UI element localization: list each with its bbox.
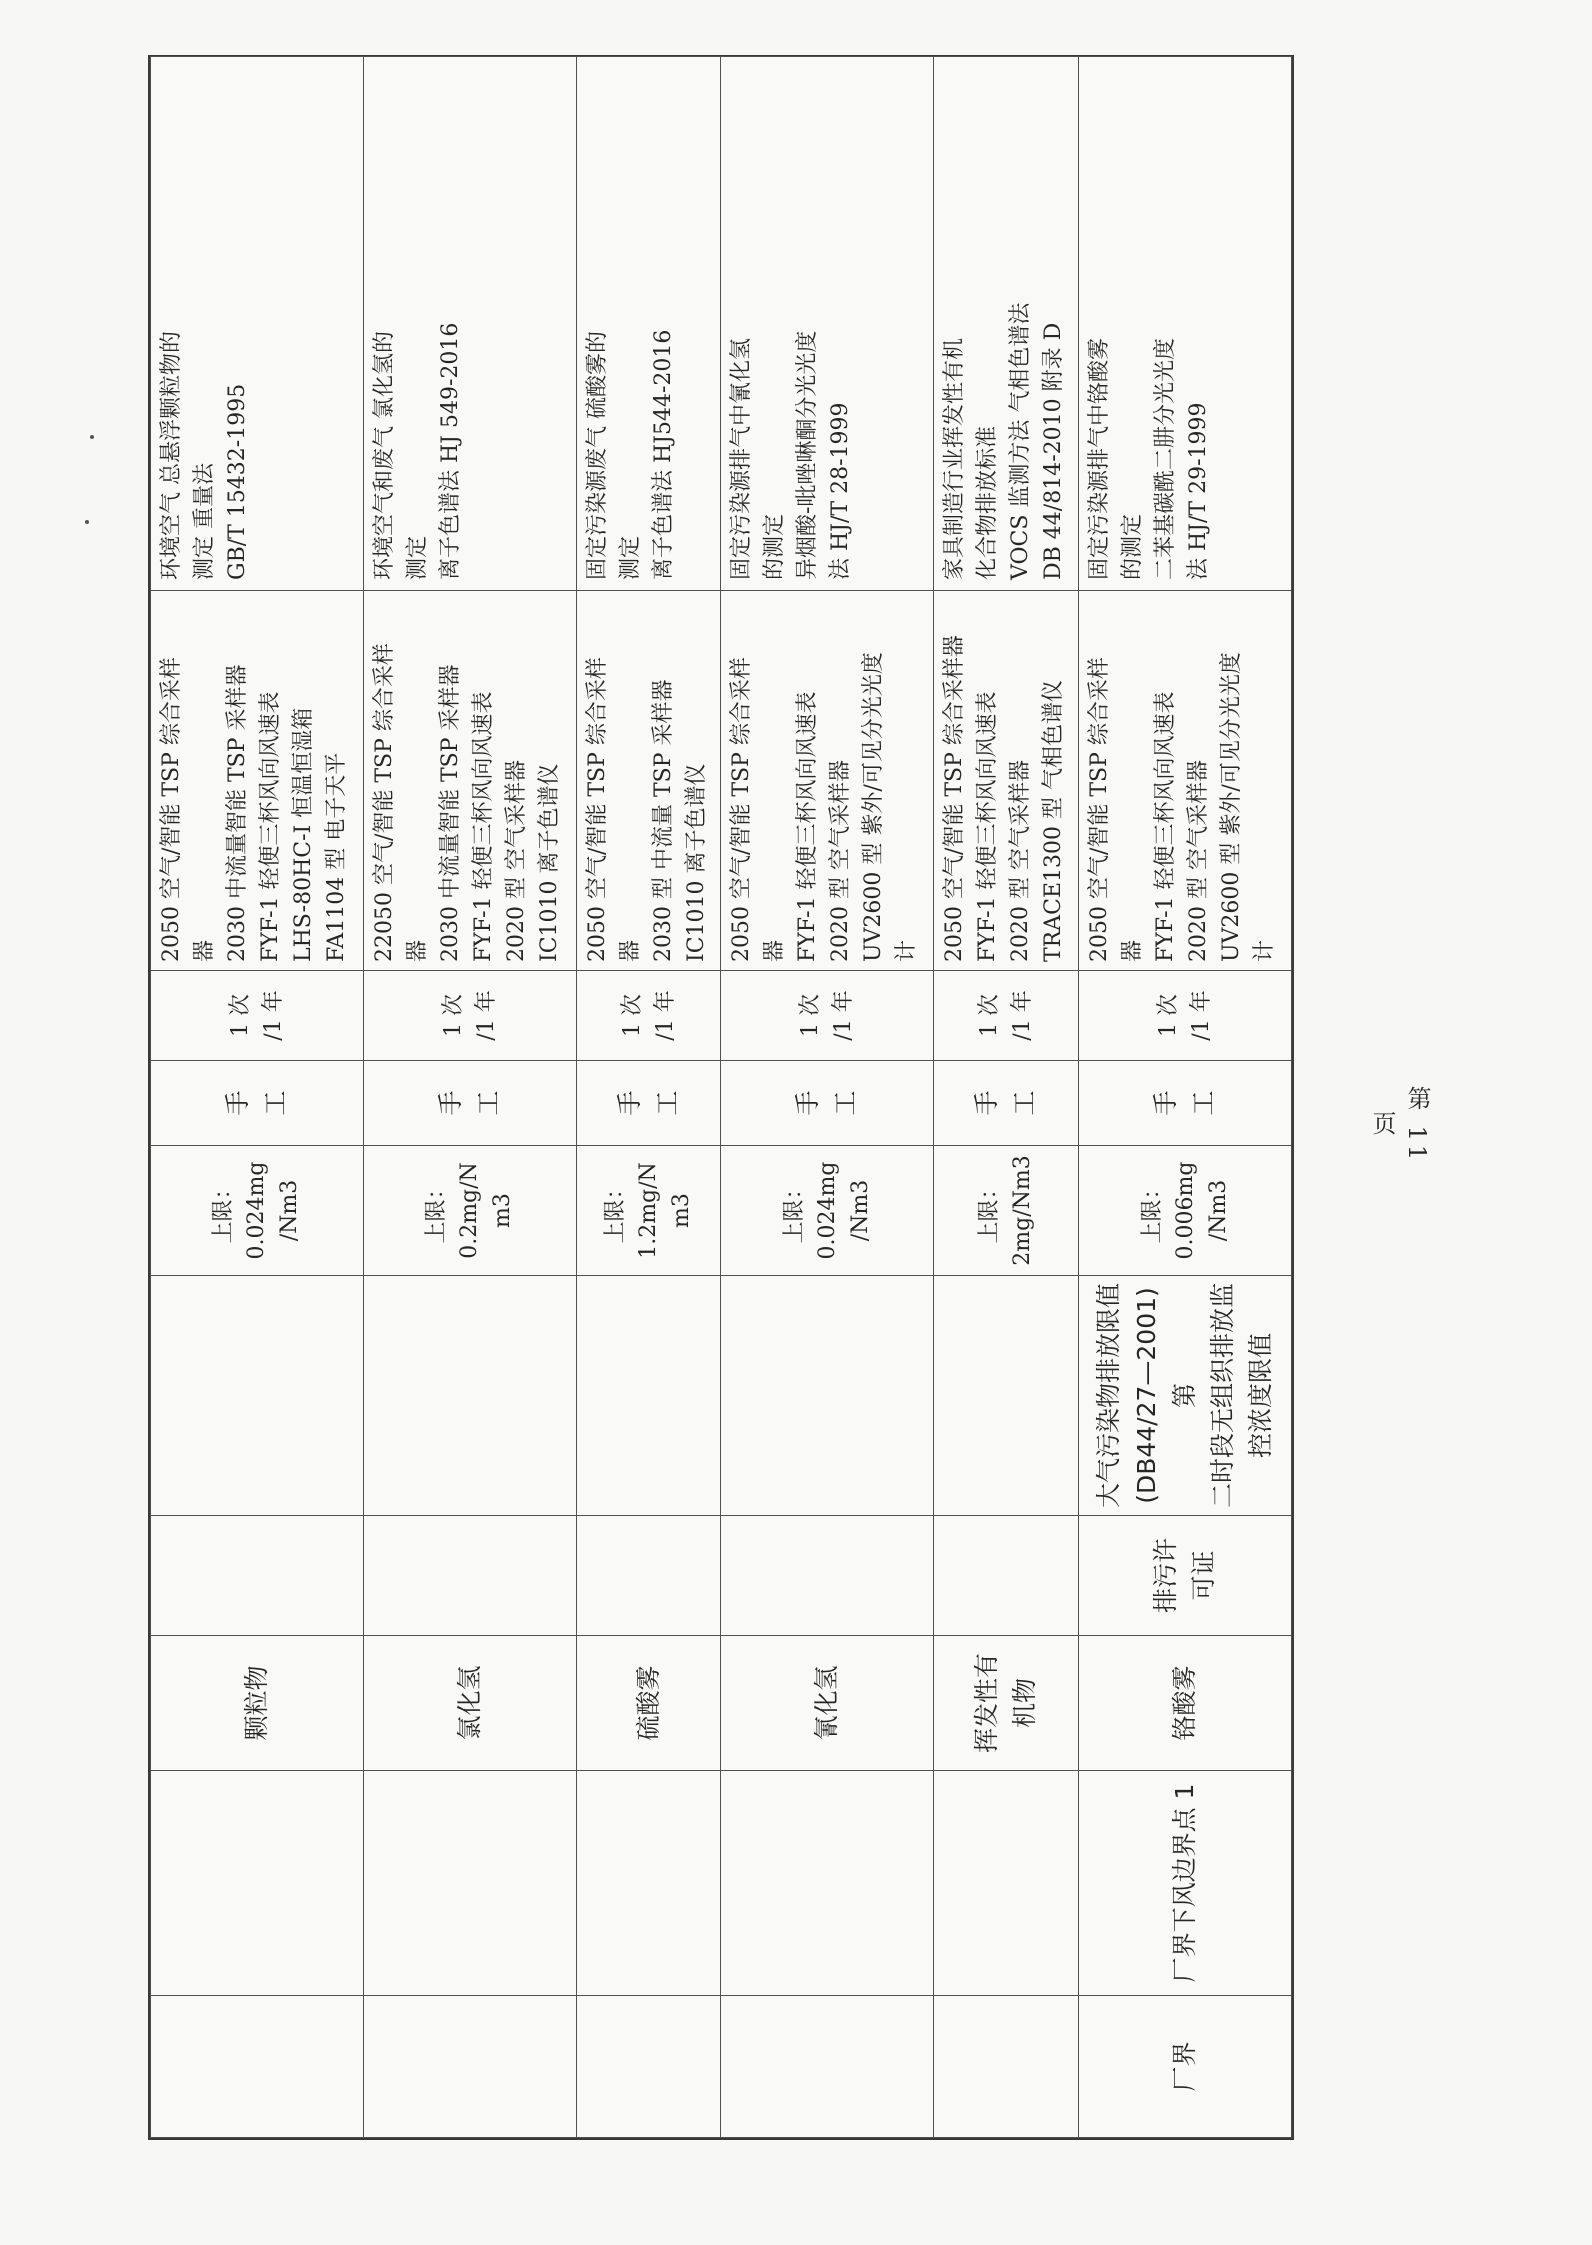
monitoring-point-cell xyxy=(363,1771,576,1996)
instruments-cell-text: 2050 空气/智能 TSP 综合采样 器 FYF-1 轻便三杯风向风速表 2020 型 空气采样器 UV2600 型 紫外/可见分光光度 计 xyxy=(1087,652,1278,962)
analysis-method-cell-text: 固定污染源排气中铬酸雾 的测定 二苯基碳酰二肼分光光度 法 HJ/T 29-1999 xyxy=(1087,337,1212,580)
frequency-cell xyxy=(721,971,934,1061)
analysis-method-cell xyxy=(151,57,364,591)
limit-cell xyxy=(151,1146,364,1276)
emission-standard-cell xyxy=(934,1276,1079,1516)
pollutant-cell-text: 颗粒物 xyxy=(241,1665,271,1741)
pollutant-cell-text: 氯化氢 xyxy=(454,1665,484,1741)
method-cell xyxy=(721,1061,934,1146)
table-row xyxy=(576,57,721,2138)
monitoring-point-cell-text: 厂界下风边界点 1 xyxy=(1170,1783,1200,1983)
frequency-cell-text: 1 次 /1 年 xyxy=(798,990,857,1041)
method-cell-text: 手 工 xyxy=(435,1090,503,1116)
site-cell xyxy=(721,1996,934,2138)
method-cell-text: 手 工 xyxy=(972,1090,1040,1116)
limit-cell-text: 上限： 0.006mg /Nm3 xyxy=(1139,1161,1231,1260)
site-cell xyxy=(576,1996,721,2138)
pollutant-cell xyxy=(151,1636,364,1771)
analysis-method-cell-text: 环境空气和废气 氯化氢的 测定 离子色谱法 HJ 549-2016 xyxy=(371,322,463,580)
pollutant-cell-text: 氰化氢 xyxy=(812,1665,842,1741)
instruments-cell xyxy=(151,591,364,971)
emission-standard-cell xyxy=(721,1276,934,1516)
site-cell xyxy=(1079,1996,1292,2138)
analysis-method-cell xyxy=(934,57,1079,591)
limit-cell-text: 上限： 0.024mg /Nm3 xyxy=(211,1161,303,1260)
site-cell-text: 厂界 xyxy=(1170,2041,1200,2092)
pollutant-cell xyxy=(363,1636,576,1771)
monitoring-table-grid xyxy=(150,56,1292,2138)
pollutant-cell-text: 铬酸雾 xyxy=(1170,1665,1200,1741)
table-row xyxy=(1079,57,1292,2138)
pollutant-cell xyxy=(1079,1636,1292,1771)
analysis-method-cell-text: 家具制造行业挥发性有机 化合物排放标准 VOCS 监测方法 气相色谱法 DB 44/814-2010 附录 D xyxy=(942,302,1067,580)
pollutant-cell-text: 挥发性有 机物 xyxy=(972,1653,1040,1754)
method-cell-text: 手 工 xyxy=(222,1090,290,1116)
frequency-cell-text: 1 次 /1 年 xyxy=(619,990,678,1041)
page-number: 第 11 页 xyxy=(1368,1085,1431,1165)
instruments-cell-text: 2050 空气/智能 TSP 综合采样器 FYF-1 轻便三杯风向风速表 2020 型 空气采样器 TRACE1300 型 气相色谱仪 xyxy=(942,635,1067,962)
instruments-cell-text: 22050 空气/智能 TSP 综合采样 器 2030 中流量智能 TSP 采样器 FYF-1 轻便三杯风向风速表 2020 型 空气采样器 IC1010 离子色谱仪 xyxy=(371,643,562,962)
limit-cell xyxy=(576,1146,721,1276)
frequency-cell-text: 1 次 /1 年 xyxy=(440,990,499,1041)
monitoring-point-cell xyxy=(934,1771,1079,1996)
frequency-cell xyxy=(1079,971,1292,1061)
limit-cell xyxy=(934,1146,1079,1276)
permit-cell xyxy=(576,1516,721,1636)
instruments-cell-text: 2050 空气/智能 TSP 综合采样 器 2030 中流量智能 TSP 采样器 FYF-1 轻便三杯风向风速表 LHS-80HC-I 恒温恒湿箱 FA1104 型 电子天平 xyxy=(159,657,349,962)
analysis-method-cell xyxy=(721,57,934,591)
table-row xyxy=(363,57,576,2138)
method-cell-text: 手 工 xyxy=(614,1090,682,1116)
method-cell xyxy=(576,1061,721,1146)
limit-cell xyxy=(1079,1146,1292,1276)
method-cell xyxy=(151,1061,364,1146)
table-row xyxy=(151,57,364,2138)
pollutant-cell xyxy=(721,1636,934,1771)
limit-cell-text: 上限： 0.2mg/N m3 xyxy=(424,1162,516,1259)
emission-standard-cell xyxy=(576,1276,721,1516)
pollutant-cell-text: 硫酸雾 xyxy=(633,1665,663,1741)
method-cell xyxy=(363,1061,576,1146)
analysis-method-cell xyxy=(363,57,576,591)
instruments-cell-text: 2050 空气/智能 TSP 综合采样 器 2030 型 中流量 TSP 采样器 IC1010 离子色谱仪 xyxy=(584,657,709,962)
emission-standard-cell xyxy=(363,1276,576,1516)
site-cell xyxy=(151,1996,364,2138)
analysis-method-cell xyxy=(576,57,721,591)
pollutant-cell xyxy=(576,1636,721,1771)
method-cell xyxy=(1079,1061,1292,1146)
frequency-cell xyxy=(934,971,1079,1061)
site-cell xyxy=(934,1996,1079,2138)
frequency-cell-text: 1 次 /1 年 xyxy=(1156,990,1215,1041)
frequency-cell xyxy=(576,971,721,1061)
emission-standard-cell-text: 大气污染物排放限值 (DB44/27—2001)第 二时段无组织排放监 控浓度限值 xyxy=(1094,1283,1276,1509)
analysis-method-cell xyxy=(1079,57,1292,591)
method-cell-text: 手 工 xyxy=(793,1090,861,1116)
limit-cell xyxy=(721,1146,934,1276)
frequency-cell-text: 1 次 /1 年 xyxy=(977,990,1036,1041)
analysis-method-cell-text: 环境空气 总悬浮颗粒物的 测定 重量法 GB/T 15432-1995 xyxy=(159,331,250,580)
monitoring-point-cell xyxy=(1079,1771,1292,1996)
monitoring-point-cell xyxy=(721,1771,934,1996)
method-cell xyxy=(934,1061,1079,1146)
permit-cell xyxy=(1079,1516,1292,1636)
site-cell xyxy=(363,1996,576,2138)
frequency-cell-text: 1 次 /1 年 xyxy=(227,990,286,1041)
analysis-method-cell-text: 固定污染源排气中氰化氢 的测定 异烟酸-吡唑啉酮分光光度 法 HJ/T 28-1999 xyxy=(729,330,854,580)
limit-cell-text: 上限： 1.2mg/N m3 xyxy=(603,1162,694,1259)
method-cell-text: 手 工 xyxy=(1151,1090,1219,1116)
monitoring-table xyxy=(148,55,1294,2140)
emission-standard-cell xyxy=(1079,1276,1292,1516)
instruments-cell xyxy=(1079,591,1292,971)
instruments-cell xyxy=(934,591,1079,971)
instruments-cell xyxy=(576,591,721,971)
scan-speck xyxy=(85,520,89,524)
limit-cell xyxy=(363,1146,576,1276)
permit-cell xyxy=(934,1516,1079,1636)
limit-cell-text: 上限： 0.024mg /Nm3 xyxy=(781,1161,873,1260)
permit-cell-text: 排污许 可证 xyxy=(1151,1538,1219,1614)
limit-cell-text: 上限： 2mg/Nm3 xyxy=(977,1155,1036,1266)
instruments-cell xyxy=(363,591,576,971)
scan-speck xyxy=(90,435,94,439)
monitoring-point-cell xyxy=(151,1771,364,1996)
frequency-cell xyxy=(363,971,576,1061)
table-row xyxy=(721,57,934,2138)
analysis-method-cell-text: 固定污染源废气 硫酸雾的 测定 离子色谱法 HJ544-2016 xyxy=(584,329,676,580)
frequency-cell xyxy=(151,971,364,1061)
emission-standard-cell xyxy=(151,1276,364,1516)
table-body xyxy=(151,57,1292,2138)
pollutant-cell xyxy=(934,1636,1079,1771)
permit-cell xyxy=(151,1516,364,1636)
instruments-cell xyxy=(721,591,934,971)
instruments-cell-text: 2050 空气/智能 TSP 综合采样 器 FYF-1 轻便三杯风向风速表 2020 型 空气采样器 UV2600 型 紫外/可见分光光度 计 xyxy=(729,652,920,962)
permit-cell xyxy=(363,1516,576,1636)
permit-cell xyxy=(721,1516,934,1636)
monitoring-point-cell xyxy=(576,1771,721,1996)
table-row xyxy=(934,57,1079,2138)
